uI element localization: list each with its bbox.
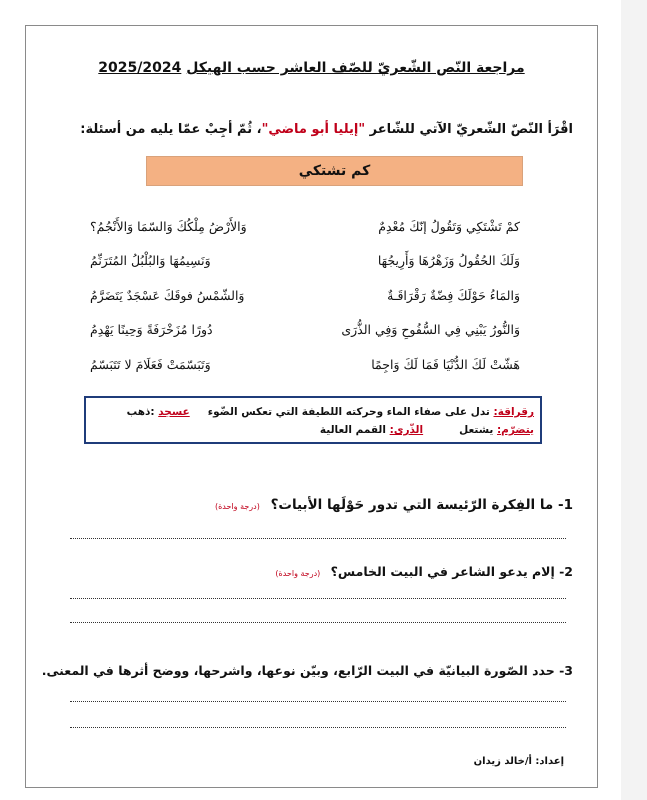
worksheet-title: [26, 60, 597, 76]
title-year: 2025/2024: [98, 60, 182, 76]
vocab-meaning-yatadarram: يشتعل: [459, 424, 494, 436]
verse-3-sadr: وَالمَاءُ حَوْلَكَ فِضّةٌ رَقْرَاقَـةٌ: [387, 287, 520, 303]
verse-3: [90, 278, 520, 313]
reading-instruction: [53, 122, 573, 137]
answer-line[interactable]: [70, 598, 566, 599]
verse-5: [90, 347, 520, 382]
page-margin-strip: [621, 0, 647, 800]
vocab-word-thura: الذّرى:: [389, 424, 424, 436]
vocab-word-asjad: عسجد: [158, 406, 190, 418]
question-2-text: 2- إلام يدعو الشاعر في البيت الخامس؟: [330, 564, 573, 579]
verse-2-sadr: وَلَكَ الحُقُولُ وَزَهْرُهَا وَأَرِيجُهَا: [377, 253, 520, 269]
instruction-before: اقْرَأ النّصّ الشّعريّ الآتي للشّاعر: [365, 122, 573, 137]
verse-2: [90, 244, 520, 279]
vocab-row-2: [92, 421, 534, 439]
instruction-after: ، ثُمّ أجِبْ عمّا يليه من أسئلة:: [80, 122, 262, 137]
verse-1-sadr: كمْ تَشْتَكِي وَتَقُولُ إنّكَ مُعْدِمٌ: [378, 218, 520, 234]
prepared-by: إعداد: أ/خالد زيدان: [473, 756, 564, 767]
verse-5-ajuz: وَتَبَسّمَتْ فَعَلَامَ لا تَتَبَسّمُ: [90, 356, 211, 372]
worksheet-page: [25, 25, 598, 788]
verse-4-sadr: وَالنُّورُ يَبْنِي فِي السُّفُوحِ وَفِي الذُّرَى: [341, 322, 520, 338]
question-1: [215, 497, 573, 513]
verse-4-ajuz: دُورًا مُزَخْرَفَةً وَحِينًا يَهْدِمُ: [90, 322, 213, 338]
poet-name: "إيليا أبو ماضي": [261, 122, 366, 137]
answer-line[interactable]: [70, 701, 566, 702]
title-text: مراجعة النّص الشّعريّ للصّف العاشر حسب الهيكل: [186, 60, 525, 76]
poem-verses: [90, 209, 520, 382]
verse-3-ajuz: وَالشّمْسُ فوقَكَ عَسْجَدٌ يَتَضَرَّمُ: [90, 287, 245, 303]
vocab-meaning-asjad: :ذهب: [126, 406, 155, 418]
answer-line[interactable]: [70, 538, 566, 539]
question-1-grade: (درجة واحدة): [214, 502, 260, 511]
poem-title-bar: [146, 156, 523, 186]
verse-4: [90, 313, 520, 348]
verse-5-sadr: هَشّتْ لَكَ الدُّنْيَا فَمَا لَكَ وَاجِمًا: [371, 356, 520, 372]
answer-line[interactable]: [70, 622, 566, 623]
vocabulary-box: [84, 396, 542, 444]
vocab-word-raqraqa: رقراقة:: [493, 406, 534, 418]
question-2-grade: (درجة واحدة): [275, 569, 321, 578]
poem-title: كم تشتكي: [298, 163, 371, 179]
vocab-meaning-raqraqa: تدل على صفاء الماء وحركته اللطيفة التي تعكس الضّوء: [207, 406, 490, 418]
question-3-text: 3- حدد الصّورة البيانيّة في البيت الرّابع، وبيّن نوعها، واشرحها، ووضح أثرها في المعنى.: [41, 663, 573, 678]
question-3: [42, 663, 573, 678]
vocab-row-1: [92, 403, 534, 421]
answer-line[interactable]: [70, 727, 566, 728]
verse-1: [90, 209, 520, 244]
vocab-meaning-thura: القمم العالية: [319, 424, 386, 436]
verse-2-ajuz: وَنَسِيمُهَا وَالبُلْبُلُ المُتَرَنِّمُ: [90, 253, 211, 269]
question-2: [275, 564, 573, 579]
vocab-word-yatadarram: يتضرّم:: [496, 424, 534, 436]
verse-1-ajuz: وَالأَرْضُ مِلْكُكَ وَالسّمَا وَالأَنْجُمُ؟: [90, 218, 247, 234]
question-1-text: 1- ما الفِكرة الرّئيسة التي تدور حَوْلَها الأبيات؟: [270, 497, 573, 513]
